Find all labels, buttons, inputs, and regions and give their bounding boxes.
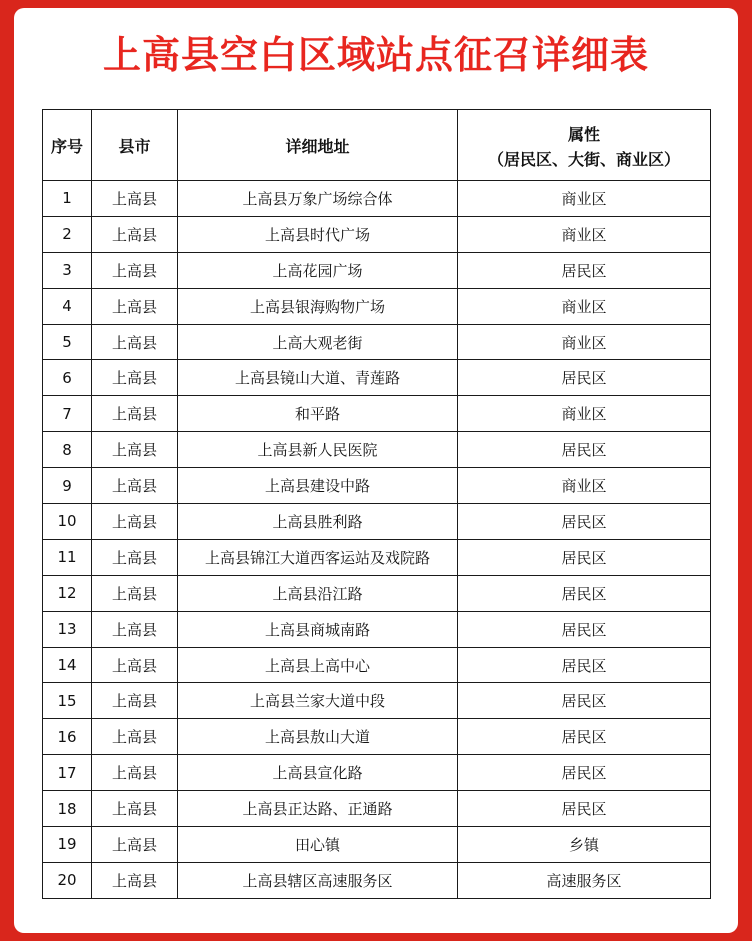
cell-county: 上高县 bbox=[92, 755, 178, 791]
cell-index: 7 bbox=[43, 396, 92, 432]
cell-attribute: 居民区 bbox=[458, 611, 711, 647]
cell-address: 上高县银海购物广场 bbox=[178, 288, 458, 324]
cell-index: 15 bbox=[43, 683, 92, 719]
cell-county: 上高县 bbox=[92, 683, 178, 719]
cell-attribute: 居民区 bbox=[458, 504, 711, 540]
cell-county: 上高县 bbox=[92, 288, 178, 324]
cell-index: 3 bbox=[43, 252, 92, 288]
cell-address: 上高花园广场 bbox=[178, 252, 458, 288]
header-attribute-label: 属性 bbox=[567, 125, 600, 144]
cell-index: 11 bbox=[43, 539, 92, 575]
cell-county: 上高县 bbox=[92, 647, 178, 683]
cell-county: 上高县 bbox=[92, 432, 178, 468]
table-row bbox=[43, 719, 711, 755]
table-row bbox=[43, 683, 711, 719]
cell-index: 4 bbox=[43, 288, 92, 324]
header-address: 详细地址 bbox=[178, 110, 458, 181]
cell-county: 上高县 bbox=[92, 539, 178, 575]
cell-county: 上高县 bbox=[92, 468, 178, 504]
cell-address: 上高县沿江路 bbox=[178, 575, 458, 611]
cell-attribute: 居民区 bbox=[458, 252, 711, 288]
table-row bbox=[43, 181, 711, 217]
cell-county: 上高县 bbox=[92, 827, 178, 863]
cell-index: 12 bbox=[43, 575, 92, 611]
cell-attribute: 居民区 bbox=[458, 647, 711, 683]
table-row bbox=[43, 504, 711, 540]
cell-index: 18 bbox=[43, 791, 92, 827]
cell-attribute: 居民区 bbox=[458, 791, 711, 827]
cell-attribute: 居民区 bbox=[458, 575, 711, 611]
cell-index: 9 bbox=[43, 468, 92, 504]
cell-county: 上高县 bbox=[92, 216, 178, 252]
cell-index: 6 bbox=[43, 360, 92, 396]
cell-county: 上高县 bbox=[92, 504, 178, 540]
cell-index: 19 bbox=[43, 827, 92, 863]
cell-attribute: 商业区 bbox=[458, 324, 711, 360]
table-row bbox=[43, 468, 711, 504]
cell-county: 上高县 bbox=[92, 791, 178, 827]
cell-attribute: 居民区 bbox=[458, 539, 711, 575]
header-attribute-subtitle: （居民区、大街、商业区） bbox=[487, 150, 680, 169]
cell-attribute: 商业区 bbox=[458, 288, 711, 324]
cell-index: 20 bbox=[43, 862, 92, 898]
cell-attribute: 高速服务区 bbox=[458, 862, 711, 898]
cell-attribute: 商业区 bbox=[458, 216, 711, 252]
cell-index: 8 bbox=[43, 432, 92, 468]
cell-attribute: 商业区 bbox=[458, 396, 711, 432]
cell-county: 上高县 bbox=[92, 611, 178, 647]
header-index: 序号 bbox=[43, 110, 92, 181]
table-row bbox=[43, 575, 711, 611]
table-row bbox=[43, 360, 711, 396]
cell-address: 上高县宣化路 bbox=[178, 755, 458, 791]
table-row bbox=[43, 647, 711, 683]
cell-address: 上高县商城南路 bbox=[178, 611, 458, 647]
cell-address: 上高县辖区高速服务区 bbox=[178, 862, 458, 898]
cell-address: 上高县胜利路 bbox=[178, 504, 458, 540]
cell-address: 上高县兰家大道中段 bbox=[178, 683, 458, 719]
table-row bbox=[43, 862, 711, 898]
table-row bbox=[43, 396, 711, 432]
cell-county: 上高县 bbox=[92, 360, 178, 396]
cell-index: 2 bbox=[43, 216, 92, 252]
cell-attribute: 商业区 bbox=[458, 181, 711, 217]
table-row bbox=[43, 791, 711, 827]
cell-address: 上高县建设中路 bbox=[178, 468, 458, 504]
table-row bbox=[43, 827, 711, 863]
cell-county: 上高县 bbox=[92, 324, 178, 360]
table-header-row bbox=[43, 110, 711, 181]
cell-address: 上高县锦江大道西客运站及戏院路 bbox=[178, 539, 458, 575]
cell-index: 14 bbox=[43, 647, 92, 683]
table-row bbox=[43, 288, 711, 324]
cell-address: 上高县敖山大道 bbox=[178, 719, 458, 755]
table-row bbox=[43, 324, 711, 360]
cell-address: 上高县正达路、正通路 bbox=[178, 791, 458, 827]
cell-address: 和平路 bbox=[178, 396, 458, 432]
table-row bbox=[43, 755, 711, 791]
cell-address: 上高县时代广场 bbox=[178, 216, 458, 252]
cell-county: 上高县 bbox=[92, 575, 178, 611]
cell-index: 16 bbox=[43, 719, 92, 755]
cell-address: 上高县上高中心 bbox=[178, 647, 458, 683]
cell-index: 1 bbox=[43, 181, 92, 217]
table-row bbox=[43, 252, 711, 288]
cell-county: 上高县 bbox=[92, 252, 178, 288]
cell-address: 上高县镜山大道、青莲路 bbox=[178, 360, 458, 396]
cell-county: 上高县 bbox=[92, 181, 178, 217]
cell-attribute: 居民区 bbox=[458, 755, 711, 791]
cell-county: 上高县 bbox=[92, 719, 178, 755]
page-title: 上高县空白区域站点征召详细表 bbox=[102, 33, 649, 77]
cell-county: 上高县 bbox=[92, 396, 178, 432]
cell-attribute: 居民区 bbox=[458, 432, 711, 468]
table-row bbox=[43, 432, 711, 468]
table-row bbox=[43, 611, 711, 647]
cell-county: 上高县 bbox=[92, 862, 178, 898]
cell-address: 上高大观老街 bbox=[178, 324, 458, 360]
cell-index: 10 bbox=[43, 504, 92, 540]
site-table bbox=[42, 109, 711, 899]
cell-index: 13 bbox=[43, 611, 92, 647]
table-row bbox=[43, 539, 711, 575]
header-attribute bbox=[458, 110, 711, 181]
header-county: 县市 bbox=[92, 110, 178, 181]
cell-address: 田心镇 bbox=[178, 827, 458, 863]
cell-attribute: 居民区 bbox=[458, 719, 711, 755]
cell-attribute: 乡镇 bbox=[458, 827, 711, 863]
cell-attribute: 居民区 bbox=[458, 360, 711, 396]
cell-address: 上高县万象广场综合体 bbox=[178, 181, 458, 217]
cell-address: 上高县新人民医院 bbox=[178, 432, 458, 468]
table-row bbox=[43, 216, 711, 252]
cell-index: 17 bbox=[43, 755, 92, 791]
cell-index: 5 bbox=[43, 324, 92, 360]
cell-attribute: 居民区 bbox=[458, 683, 711, 719]
cell-attribute: 商业区 bbox=[458, 468, 711, 504]
